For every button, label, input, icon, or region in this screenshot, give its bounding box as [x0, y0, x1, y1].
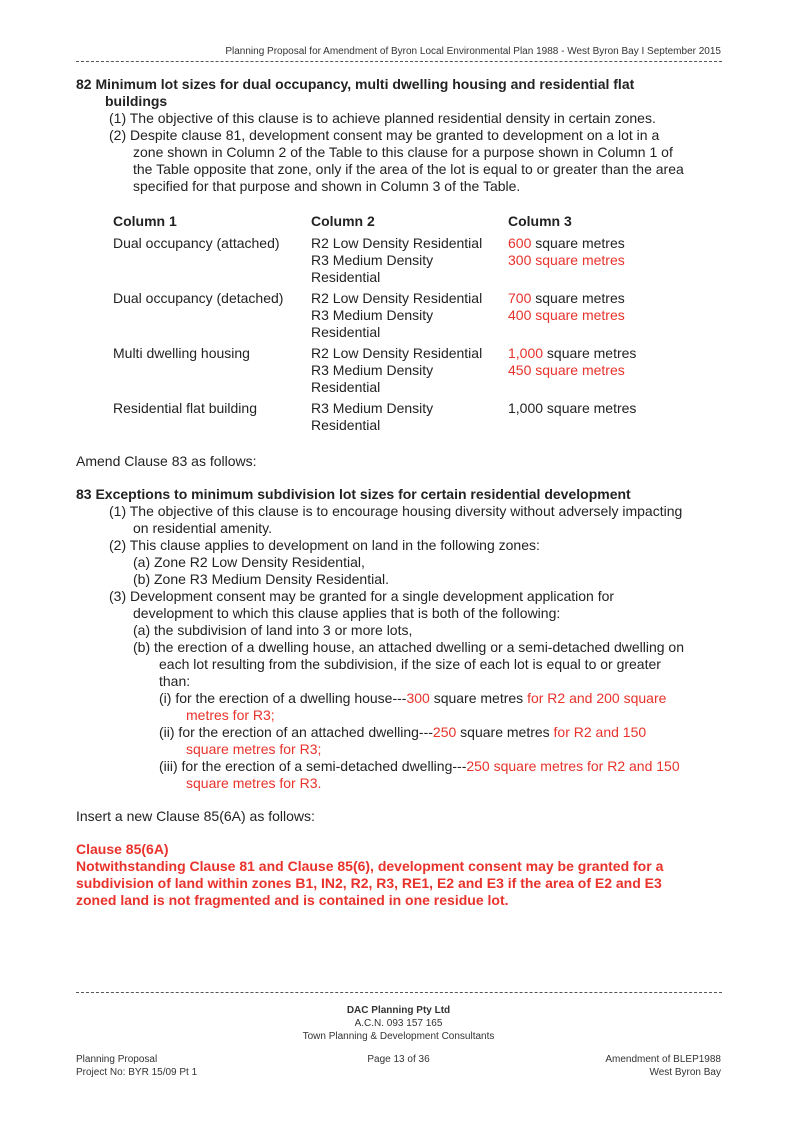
amended-value: 450 square metres — [508, 362, 625, 378]
table-cell: Dual occupancy (detached) — [113, 290, 284, 306]
amended-value: 700 — [508, 290, 532, 306]
table-cell: R2 Low Density Residential — [311, 290, 483, 306]
clause-85-body: zoned land is not fragmented and is contained in one residue lot. — [76, 892, 509, 908]
table-cell — [508, 345, 636, 362]
clause-85-body: Notwithstanding Clause 81 and Clause 85(6), development consent may be granted for a — [76, 858, 664, 874]
unit-text: square metres — [531, 290, 625, 306]
amended-text: 250 square metres for R2 and 150 — [466, 758, 680, 774]
table-cell: R2 Low Density Residential — [311, 235, 483, 251]
footer-acn: A.C.N. 093 157 165 — [354, 1018, 443, 1029]
clause-83-p1: on residential amenity. — [133, 520, 273, 536]
footer-right-title: Amendment of BLEP1988 — [605, 1054, 721, 1065]
table-cell: R2 Low Density Residential — [311, 345, 483, 361]
unit-text: square metres — [456, 724, 554, 740]
footer-divider — [76, 992, 722, 993]
table-cell: Residential — [311, 324, 381, 340]
clause-85-title: Clause 85(6A) — [76, 841, 169, 857]
clause-82-title-cont: buildings — [105, 93, 168, 109]
table-cell: Dual occupancy (attached) — [113, 235, 280, 251]
clause-83-p3b: (b) the erection of a dwelling house, an attached dwelling or a semi-detached dwelling on — [133, 639, 685, 655]
unit-text: square metres — [429, 690, 528, 706]
table-cell: R3 Medium Density — [311, 307, 434, 323]
clause-83-p3: development to which this clause applies that is both of the following: — [133, 605, 561, 621]
table-cell: Residential — [311, 269, 381, 285]
header-divider — [76, 61, 722, 62]
table-header: Column 3 — [508, 213, 572, 229]
clause-83-p1: (1) The objective of this clause is to encourage housing diversity without adversely impacting — [109, 503, 683, 519]
clause-82-p2: (2) Despite clause 81, development consent may be granted to development on a lot in a — [109, 127, 660, 143]
clause-82-p2: specified for that purpose and shown in Column 3 of the Table. — [133, 178, 521, 194]
table-cell: Residential — [311, 417, 381, 433]
footer-project-no: Project No: BYR 15/09 Pt 1 — [76, 1067, 198, 1078]
table-cell: 1,000 square metres — [508, 400, 637, 416]
clause-82-p2: the Table opposite that zone, only if the area of the lot is equal to or greater than the area — [133, 161, 684, 177]
table-cell: R3 Medium Density — [311, 400, 434, 416]
clause-83-item-ii — [159, 724, 646, 741]
table-cell: Residential — [311, 379, 381, 395]
amended-value: 1,000 — [508, 345, 544, 361]
amended-value: 300 — [406, 690, 430, 706]
footer-left-title: Planning Proposal — [76, 1054, 158, 1065]
footer-description: Town Planning & Development Consultants — [302, 1031, 495, 1042]
amend-83-intro: Amend Clause 83 as follows: — [76, 453, 257, 469]
page-header: Planning Proposal for Amendment of Byron Local Environmental Plan 1988 - West Byron Bay I September 2015 — [225, 46, 721, 57]
amended-text: metres for R3; — [186, 707, 275, 723]
amended-value: 300 square metres — [508, 252, 625, 268]
table-cell: R3 Medium Density — [311, 362, 434, 378]
footer-location: West Byron Bay — [649, 1067, 721, 1078]
footer-page-number: Page 13 of 36 — [367, 1054, 430, 1065]
item-text: (iii) for the erection of a semi-detached dwelling--- — [159, 758, 467, 774]
clause-83-p2b: (b) Zone R3 Medium Density Residential. — [133, 571, 389, 587]
clause-83-p3b: than: — [159, 673, 191, 689]
amended-text: square metres for R3. — [186, 775, 322, 791]
amended-text: square metres for R3; — [186, 741, 322, 757]
footer-company: DAC Planning Pty Ltd — [346, 1005, 451, 1016]
item-text: (ii) for the erection of an attached dwelling--- — [159, 724, 433, 740]
clause-83-item-i — [159, 690, 666, 707]
clause-82-title: 82 Minimum lot sizes for dual occupancy, multi dwelling housing and residential flat — [76, 76, 635, 92]
clause-82-p1: (1) The objective of this clause is to achieve planned residential density in certain zones. — [109, 110, 656, 126]
amended-value: 400 square metres — [508, 307, 625, 323]
clause-83-p2a: (a) Zone R2 Low Density Residential, — [133, 554, 365, 570]
clause-83-title: 83 Exceptions to minimum subdivision lot sizes for certain residential development — [76, 486, 631, 502]
clause-83-p3b: each lot resulting from the subdivision, if the size of each lot is equal to or greater — [159, 656, 661, 672]
table-cell: R3 Medium Density — [311, 252, 434, 268]
table-header: Column 2 — [311, 213, 375, 229]
clause-85-body: subdivision of land within zones B1, IN2, R2, R3, RE1, E2 and E3 if the area of E2 and E3 — [76, 875, 662, 891]
table-header: Column 1 — [113, 213, 177, 229]
item-text: (i) for the erection of a dwelling house--- — [159, 690, 407, 706]
insert-85-intro: Insert a new Clause 85(6A) as follows: — [76, 808, 315, 824]
table-cell: Multi dwelling housing — [113, 345, 250, 361]
table-cell — [508, 235, 625, 252]
amended-value: 250 — [432, 724, 457, 740]
amended-text: for R2 and 200 square — [527, 690, 667, 706]
amended-value: 600 — [508, 235, 532, 251]
amended-text: for R2 and 150 — [553, 724, 647, 740]
table-cell — [508, 290, 625, 307]
clause-83-p2: (2) This clause applies to development on land in the following zones: — [109, 537, 540, 553]
clause-82-p2: zone shown in Column 2 of the Table to this clause for a purpose shown in Column 1 of — [133, 144, 673, 160]
clause-83-p3: (3) Development consent may be granted for a single development application for — [109, 588, 615, 604]
unit-text: square metres — [543, 345, 637, 361]
clause-83-p3a: (a) the subdivision of land into 3 or more lots, — [133, 622, 413, 638]
unit-text: square metres — [531, 235, 625, 251]
clause-83-item-iii — [159, 758, 680, 775]
table-cell: Residential flat building — [113, 400, 257, 416]
